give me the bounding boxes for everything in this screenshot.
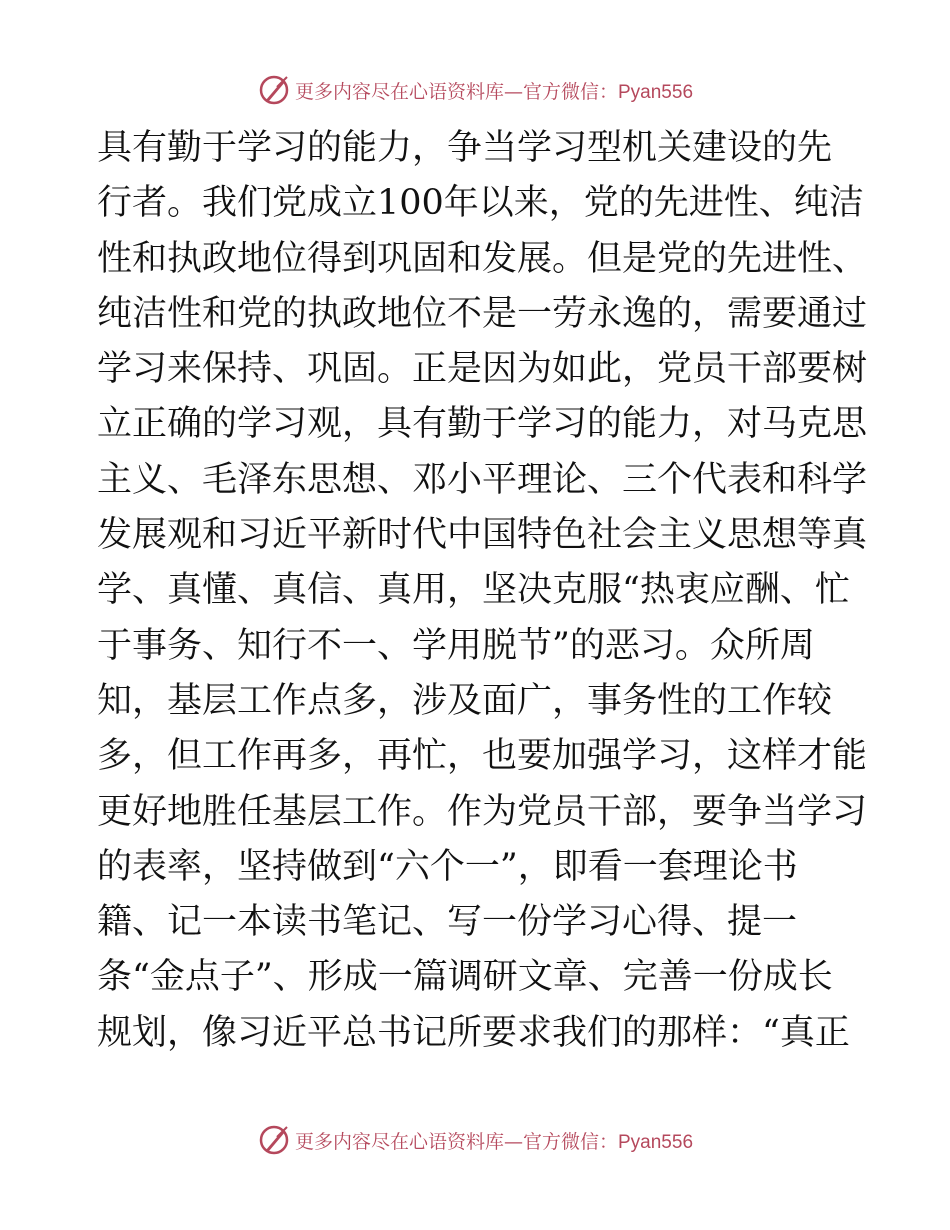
footer-banner bbox=[0, 1120, 950, 1160]
header-banner-main: 更多内容尽在心语资料库—官方微信： bbox=[294, 80, 618, 103]
header-banner-text bbox=[295, 77, 693, 104]
text-line: 于事务、知行不一、学用脱节”的恶习。众所周 bbox=[97, 625, 815, 666]
footer-banner-contact: Pyan556 bbox=[618, 1131, 694, 1153]
text-line: 发展观和习近平新时代中国特色社会主义思想等真 bbox=[97, 515, 868, 556]
footer-banner-text bbox=[295, 1127, 693, 1154]
text-line: 具有勤于学习的能力，争当学习型机关建设的先 bbox=[97, 128, 833, 168]
quill-circle-icon bbox=[257, 73, 291, 107]
text-line: 纯洁性和党的执政地位不是一劳永逸的，需要通过 bbox=[97, 293, 868, 334]
text-line: 主义、毛泽东思想、邓小平理论、三个代表和科学 bbox=[97, 459, 868, 500]
header-banner-contact: Pyan556 bbox=[618, 81, 694, 103]
text-line: 学习来保持、巩固。正是因为如此，党员干部要树 bbox=[97, 349, 868, 390]
text-line: 规划，像习近平总书记所要求我们的那样：“真正 bbox=[97, 1012, 850, 1053]
text-line: 行者。我们党成立100年以来，党的先进性、纯洁 bbox=[97, 183, 864, 224]
text-line: 籍、记一本读书笔记、写一份学习心得、提一 bbox=[97, 902, 798, 943]
text-line: 更好地胜任基层工作。作为党员干部，要争当学习 bbox=[97, 791, 868, 832]
text-line: 立正确的学习观，具有勤于学习的能力，对马克思 bbox=[97, 404, 868, 445]
footer-banner-main: 更多内容尽在心语资料库—官方微信： bbox=[294, 1130, 618, 1153]
text-line: 性和执政地位得到巩固和发展。但是党的先进性、 bbox=[97, 238, 868, 279]
text-line: 多，但工作再多，再忙，也要加强学习，这样才能 bbox=[97, 736, 868, 777]
body-text bbox=[97, 121, 868, 1061]
text-line: 知，基层工作点多，涉及面广，事务性的工作较 bbox=[97, 680, 833, 721]
quill-circle-icon bbox=[257, 1123, 291, 1157]
text-line: 学、真懂、真信、真用，坚决克服“热衷应酬、忙 bbox=[97, 570, 850, 611]
text-line: 的表率，坚持做到“六个一”，即看一套理论书 bbox=[97, 846, 798, 887]
header-banner bbox=[0, 70, 950, 110]
text-line: 条“金点子”、形成一篇调研文章、完善一份成长 bbox=[97, 957, 833, 998]
